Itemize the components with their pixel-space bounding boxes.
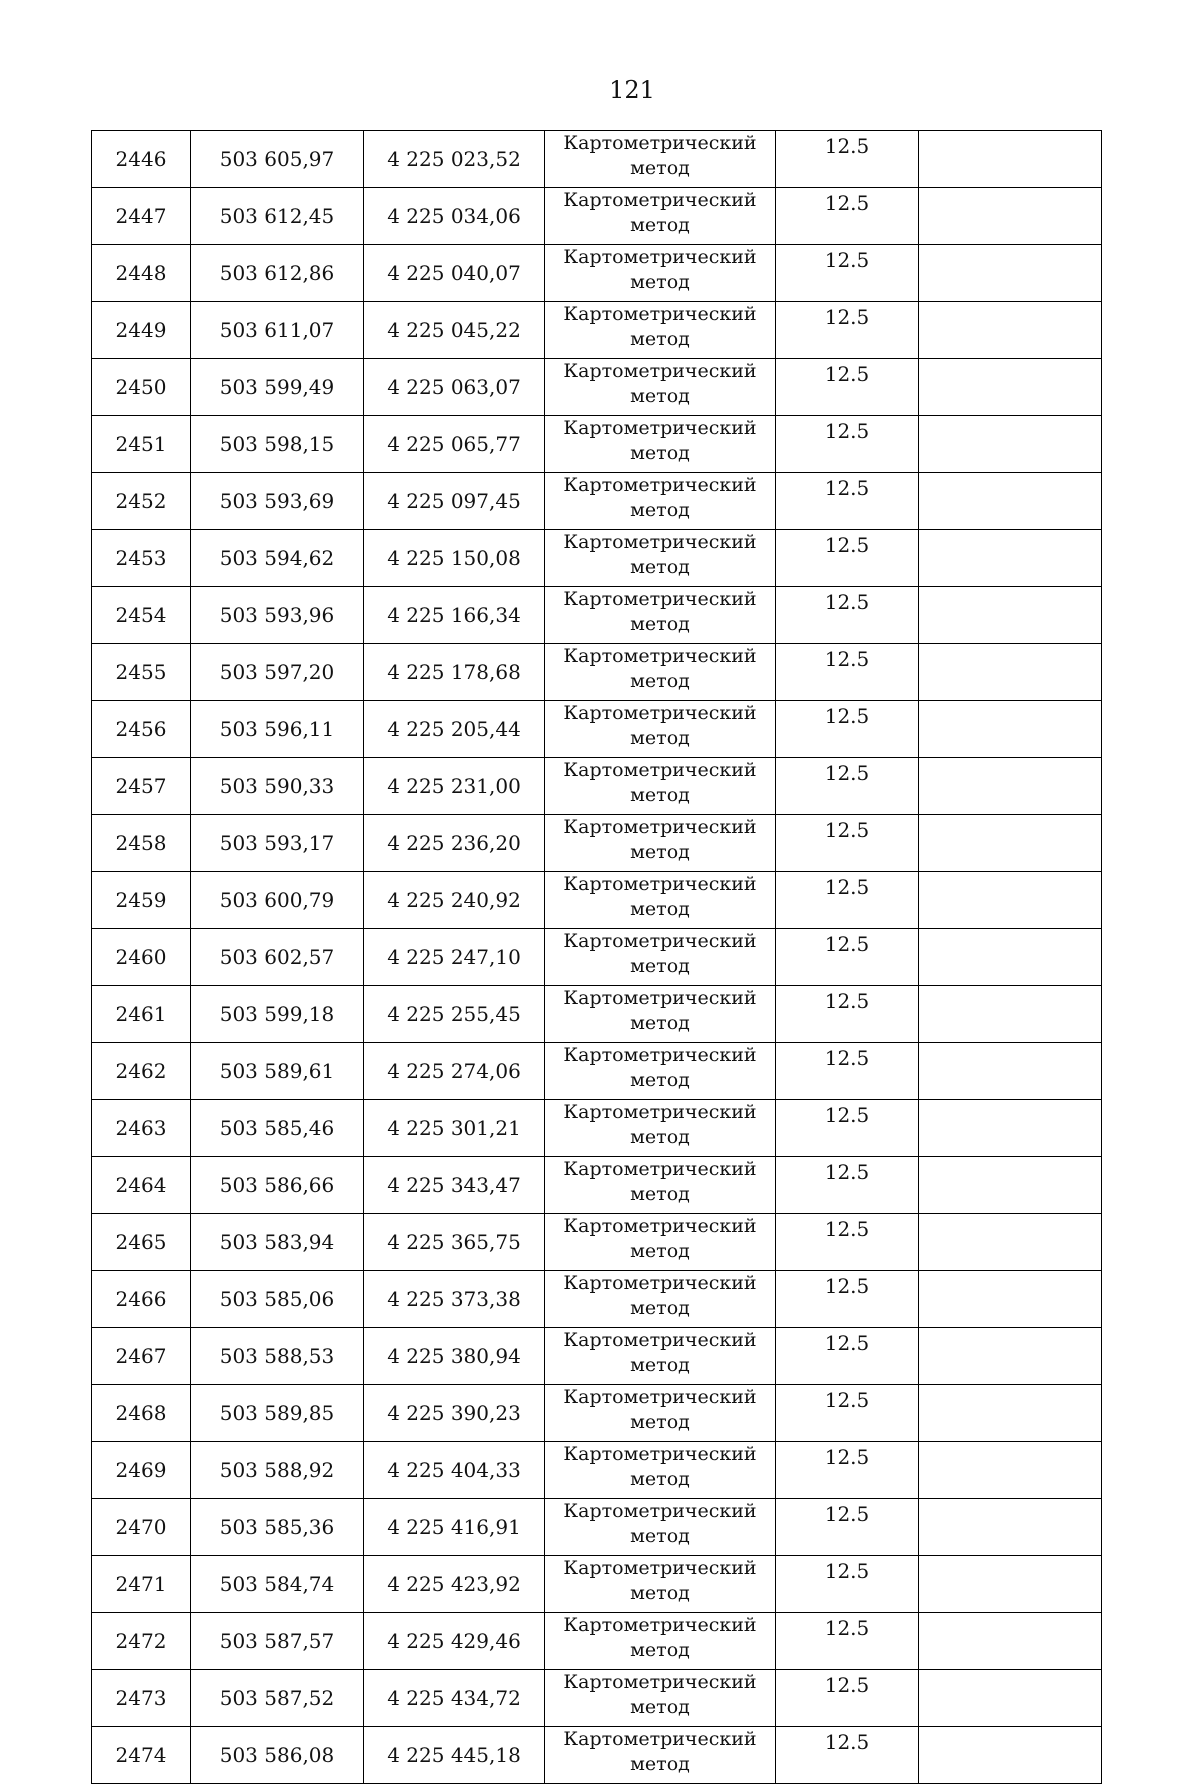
point-id-cell: 2452	[92, 473, 191, 530]
x-coordinate-cell: 503 589,85	[191, 1385, 364, 1442]
y-coordinate-cell: 4 225 045,22	[364, 302, 545, 359]
note-cell	[919, 587, 1102, 644]
x-coordinate-cell: 503 605,97	[191, 131, 364, 188]
y-coordinate-cell: 4 225 445,18	[364, 1727, 545, 1784]
method-cell	[545, 1442, 776, 1499]
accuracy-cell: 12.5	[776, 416, 919, 473]
point-id-cell: 2464	[92, 1157, 191, 1214]
x-coordinate-cell: 503 585,06	[191, 1271, 364, 1328]
table-row	[92, 644, 1102, 701]
method-line-second: метод	[630, 1240, 690, 1262]
method-cell	[545, 188, 776, 245]
accuracy-cell: 12.5	[776, 473, 919, 530]
note-cell	[919, 188, 1102, 245]
method-line-second: метод	[630, 499, 690, 521]
table-row	[92, 530, 1102, 587]
note-cell	[919, 1214, 1102, 1271]
method-line-second: метод	[630, 841, 690, 863]
method-cell	[545, 359, 776, 416]
note-cell	[919, 245, 1102, 302]
table-row	[92, 587, 1102, 644]
note-cell	[919, 1670, 1102, 1727]
x-coordinate-cell: 503 585,46	[191, 1100, 364, 1157]
method-line-second: метод	[630, 1297, 690, 1319]
note-cell	[919, 1556, 1102, 1613]
method-cell	[545, 644, 776, 701]
y-coordinate-cell: 4 225 178,68	[364, 644, 545, 701]
x-coordinate-cell: 503 594,62	[191, 530, 364, 587]
point-id-cell: 2474	[92, 1727, 191, 1784]
method-cell	[545, 1385, 776, 1442]
x-coordinate-cell: 503 599,49	[191, 359, 364, 416]
method-line-second: метод	[630, 271, 690, 293]
note-cell	[919, 473, 1102, 530]
y-coordinate-cell: 4 225 429,46	[364, 1613, 545, 1670]
point-id-cell: 2462	[92, 1043, 191, 1100]
y-coordinate-cell: 4 225 236,20	[364, 815, 545, 872]
method-line-second: метод	[630, 157, 690, 179]
method-line-second: метод	[630, 442, 690, 464]
method-cell	[545, 473, 776, 530]
method-line-second: метод	[630, 1183, 690, 1205]
y-coordinate-cell: 4 225 255,45	[364, 986, 545, 1043]
method-cell	[545, 416, 776, 473]
method-line-first: Картометрический	[563, 132, 757, 154]
point-id-cell: 2453	[92, 530, 191, 587]
method-line-second: метод	[630, 214, 690, 236]
note-cell	[919, 1499, 1102, 1556]
y-coordinate-cell: 4 225 023,52	[364, 131, 545, 188]
method-line-second: метод	[630, 1696, 690, 1718]
note-cell	[919, 872, 1102, 929]
method-cell	[545, 1670, 776, 1727]
note-cell	[919, 1271, 1102, 1328]
table-row	[92, 302, 1102, 359]
method-cell	[545, 1499, 776, 1556]
table-row	[92, 245, 1102, 302]
method-line-second: метод	[630, 1411, 690, 1433]
x-coordinate-cell: 503 587,57	[191, 1613, 364, 1670]
accuracy-cell: 12.5	[776, 1670, 919, 1727]
method-cell	[545, 587, 776, 644]
table-row	[92, 1442, 1102, 1499]
point-id-cell: 2466	[92, 1271, 191, 1328]
method-line-first: Картометрический	[563, 303, 757, 325]
point-id-cell: 2469	[92, 1442, 191, 1499]
method-cell	[545, 1100, 776, 1157]
point-id-cell: 2472	[92, 1613, 191, 1670]
accuracy-cell: 12.5	[776, 1100, 919, 1157]
accuracy-cell: 12.5	[776, 1157, 919, 1214]
note-cell	[919, 758, 1102, 815]
method-cell	[545, 1613, 776, 1670]
y-coordinate-cell: 4 225 434,72	[364, 1670, 545, 1727]
note-cell	[919, 131, 1102, 188]
y-coordinate-cell: 4 225 205,44	[364, 701, 545, 758]
method-line-second: метод	[630, 385, 690, 407]
point-id-cell: 2451	[92, 416, 191, 473]
table-row	[92, 473, 1102, 530]
y-coordinate-cell: 4 225 034,06	[364, 188, 545, 245]
x-coordinate-cell: 503 612,86	[191, 245, 364, 302]
x-coordinate-cell: 503 589,61	[191, 1043, 364, 1100]
method-line-first: Картометрический	[563, 987, 757, 1009]
method-line-first: Картометрический	[563, 588, 757, 610]
y-coordinate-cell: 4 225 150,08	[364, 530, 545, 587]
table-row	[92, 1043, 1102, 1100]
method-line-first: Картометрический	[563, 1158, 757, 1180]
y-coordinate-cell: 4 225 247,10	[364, 929, 545, 986]
table-row	[92, 1271, 1102, 1328]
method-line-second: метод	[630, 1582, 690, 1604]
method-cell	[545, 758, 776, 815]
table-row	[92, 131, 1102, 188]
accuracy-cell: 12.5	[776, 644, 919, 701]
method-line-first: Картометрический	[563, 189, 757, 211]
method-cell	[545, 245, 776, 302]
coordinates-table	[91, 130, 1102, 1784]
point-id-cell: 2458	[92, 815, 191, 872]
x-coordinate-cell: 503 585,36	[191, 1499, 364, 1556]
note-cell	[919, 1100, 1102, 1157]
method-line-first: Картометрический	[563, 873, 757, 895]
accuracy-cell: 12.5	[776, 1214, 919, 1271]
note-cell	[919, 1442, 1102, 1499]
method-line-first: Картометрический	[563, 816, 757, 838]
method-line-first: Картометрический	[563, 1386, 757, 1408]
note-cell	[919, 530, 1102, 587]
table-row	[92, 1670, 1102, 1727]
method-line-first: Картометрический	[563, 1329, 757, 1351]
table-row	[92, 416, 1102, 473]
y-coordinate-cell: 4 225 380,94	[364, 1328, 545, 1385]
note-cell	[919, 1727, 1102, 1784]
method-line-first: Картометрический	[563, 1215, 757, 1237]
accuracy-cell: 12.5	[776, 587, 919, 644]
method-line-first: Картометрический	[563, 1101, 757, 1123]
method-line-second: метод	[630, 1069, 690, 1091]
y-coordinate-cell: 4 225 040,07	[364, 245, 545, 302]
y-coordinate-cell: 4 225 390,23	[364, 1385, 545, 1442]
method-line-first: Картометрический	[563, 1443, 757, 1465]
method-line-first: Картометрический	[563, 417, 757, 439]
table-row	[92, 1499, 1102, 1556]
method-cell	[545, 1043, 776, 1100]
method-cell	[545, 1328, 776, 1385]
method-line-second: метод	[630, 556, 690, 578]
method-line-second: метод	[630, 1525, 690, 1547]
y-coordinate-cell: 4 225 231,00	[364, 758, 545, 815]
point-id-cell: 2454	[92, 587, 191, 644]
accuracy-cell: 12.5	[776, 530, 919, 587]
note-cell	[919, 815, 1102, 872]
method-cell	[545, 872, 776, 929]
table-row	[92, 1613, 1102, 1670]
method-line-second: метод	[630, 1639, 690, 1661]
accuracy-cell: 12.5	[776, 131, 919, 188]
table-row	[92, 929, 1102, 986]
x-coordinate-cell: 503 590,33	[191, 758, 364, 815]
method-cell	[545, 1727, 776, 1784]
point-id-cell: 2463	[92, 1100, 191, 1157]
method-cell	[545, 929, 776, 986]
x-coordinate-cell: 503 584,74	[191, 1556, 364, 1613]
accuracy-cell: 12.5	[776, 1385, 919, 1442]
method-line-first: Картометрический	[563, 1614, 757, 1636]
accuracy-cell: 12.5	[776, 1727, 919, 1784]
accuracy-cell: 12.5	[776, 758, 919, 815]
point-id-cell: 2446	[92, 131, 191, 188]
table-row	[92, 986, 1102, 1043]
method-line-first: Картометрический	[563, 531, 757, 553]
table-row	[92, 758, 1102, 815]
table-row	[92, 1328, 1102, 1385]
table-row	[92, 701, 1102, 758]
y-coordinate-cell: 4 225 097,45	[364, 473, 545, 530]
table-row	[92, 1727, 1102, 1784]
point-id-cell: 2471	[92, 1556, 191, 1613]
method-line-second: метод	[630, 328, 690, 350]
y-coordinate-cell: 4 225 274,06	[364, 1043, 545, 1100]
method-line-first: Картометрический	[563, 759, 757, 781]
method-line-second: метод	[630, 898, 690, 920]
accuracy-cell: 12.5	[776, 245, 919, 302]
table-row	[92, 815, 1102, 872]
accuracy-cell: 12.5	[776, 1499, 919, 1556]
y-coordinate-cell: 4 225 301,21	[364, 1100, 545, 1157]
point-id-cell: 2465	[92, 1214, 191, 1271]
method-line-first: Картометрический	[563, 1500, 757, 1522]
y-coordinate-cell: 4 225 404,33	[364, 1442, 545, 1499]
method-line-second: метод	[630, 1012, 690, 1034]
point-id-cell: 2448	[92, 245, 191, 302]
method-cell	[545, 1214, 776, 1271]
point-id-cell: 2455	[92, 644, 191, 701]
method-cell	[545, 302, 776, 359]
y-coordinate-cell: 4 225 065,77	[364, 416, 545, 473]
y-coordinate-cell: 4 225 063,07	[364, 359, 545, 416]
method-line-second: метод	[630, 784, 690, 806]
point-id-cell: 2457	[92, 758, 191, 815]
x-coordinate-cell: 503 588,92	[191, 1442, 364, 1499]
x-coordinate-cell: 503 593,69	[191, 473, 364, 530]
point-id-cell: 2460	[92, 929, 191, 986]
x-coordinate-cell: 503 598,15	[191, 416, 364, 473]
y-coordinate-cell: 4 225 166,34	[364, 587, 545, 644]
accuracy-cell: 12.5	[776, 1271, 919, 1328]
x-coordinate-cell: 503 612,45	[191, 188, 364, 245]
table-row	[92, 872, 1102, 929]
method-cell	[545, 1271, 776, 1328]
x-coordinate-cell: 503 593,96	[191, 587, 364, 644]
method-line-second: метод	[630, 955, 690, 977]
table-row	[92, 1157, 1102, 1214]
method-cell	[545, 986, 776, 1043]
point-id-cell: 2467	[92, 1328, 191, 1385]
method-line-first: Картометрический	[563, 702, 757, 724]
accuracy-cell: 12.5	[776, 815, 919, 872]
point-id-cell: 2473	[92, 1670, 191, 1727]
point-id-cell: 2459	[92, 872, 191, 929]
x-coordinate-cell: 503 588,53	[191, 1328, 364, 1385]
method-cell	[545, 530, 776, 587]
method-cell	[545, 815, 776, 872]
method-line-second: метод	[630, 613, 690, 635]
point-id-cell: 2447	[92, 188, 191, 245]
table-body	[92, 131, 1102, 1784]
note-cell	[919, 1328, 1102, 1385]
note-cell	[919, 416, 1102, 473]
accuracy-cell: 12.5	[776, 1328, 919, 1385]
table-row	[92, 188, 1102, 245]
y-coordinate-cell: 4 225 423,92	[364, 1556, 545, 1613]
page-number: 121	[609, 76, 655, 104]
method-line-first: Картометрический	[563, 1044, 757, 1066]
x-coordinate-cell: 503 593,17	[191, 815, 364, 872]
method-line-first: Картометрический	[563, 246, 757, 268]
accuracy-cell: 12.5	[776, 188, 919, 245]
note-cell	[919, 1613, 1102, 1670]
method-line-second: метод	[630, 1753, 690, 1775]
note-cell	[919, 302, 1102, 359]
x-coordinate-cell: 503 596,11	[191, 701, 364, 758]
table-row	[92, 359, 1102, 416]
point-id-cell: 2470	[92, 1499, 191, 1556]
method-cell	[545, 131, 776, 188]
accuracy-cell: 12.5	[776, 359, 919, 416]
method-line-first: Картометрический	[563, 1272, 757, 1294]
method-line-second: метод	[630, 670, 690, 692]
method-line-first: Картометрический	[563, 1671, 757, 1693]
method-cell	[545, 1556, 776, 1613]
note-cell	[919, 1043, 1102, 1100]
x-coordinate-cell: 503 586,08	[191, 1727, 364, 1784]
note-cell	[919, 701, 1102, 758]
accuracy-cell: 12.5	[776, 302, 919, 359]
accuracy-cell: 12.5	[776, 1043, 919, 1100]
table-row	[92, 1100, 1102, 1157]
note-cell	[919, 359, 1102, 416]
table-row	[92, 1214, 1102, 1271]
y-coordinate-cell: 4 225 240,92	[364, 872, 545, 929]
y-coordinate-cell: 4 225 373,38	[364, 1271, 545, 1328]
method-line-first: Картометрический	[563, 1728, 757, 1750]
method-line-first: Картометрический	[563, 1557, 757, 1579]
table-row	[92, 1556, 1102, 1613]
method-line-first: Картометрический	[563, 645, 757, 667]
method-cell	[545, 701, 776, 758]
method-line-second: метод	[630, 1126, 690, 1148]
accuracy-cell: 12.5	[776, 872, 919, 929]
note-cell	[919, 644, 1102, 701]
accuracy-cell: 12.5	[776, 1442, 919, 1499]
note-cell	[919, 1157, 1102, 1214]
x-coordinate-cell: 503 602,57	[191, 929, 364, 986]
accuracy-cell: 12.5	[776, 1613, 919, 1670]
y-coordinate-cell: 4 225 365,75	[364, 1214, 545, 1271]
method-line-second: метод	[630, 727, 690, 749]
accuracy-cell: 12.5	[776, 986, 919, 1043]
note-cell	[919, 929, 1102, 986]
x-coordinate-cell: 503 583,94	[191, 1214, 364, 1271]
method-line-first: Картометрический	[563, 474, 757, 496]
x-coordinate-cell: 503 599,18	[191, 986, 364, 1043]
x-coordinate-cell: 503 611,07	[191, 302, 364, 359]
method-line-first: Картометрический	[563, 930, 757, 952]
x-coordinate-cell: 503 600,79	[191, 872, 364, 929]
point-id-cell: 2450	[92, 359, 191, 416]
y-coordinate-cell: 4 225 416,91	[364, 1499, 545, 1556]
point-id-cell: 2468	[92, 1385, 191, 1442]
point-id-cell: 2449	[92, 302, 191, 359]
method-cell	[545, 1157, 776, 1214]
accuracy-cell: 12.5	[776, 1556, 919, 1613]
note-cell	[919, 986, 1102, 1043]
accuracy-cell: 12.5	[776, 701, 919, 758]
point-id-cell: 2461	[92, 986, 191, 1043]
x-coordinate-cell: 503 586,66	[191, 1157, 364, 1214]
method-line-first: Картометрический	[563, 360, 757, 382]
x-coordinate-cell: 503 597,20	[191, 644, 364, 701]
note-cell	[919, 1385, 1102, 1442]
method-line-second: метод	[630, 1468, 690, 1490]
accuracy-cell: 12.5	[776, 929, 919, 986]
x-coordinate-cell: 503 587,52	[191, 1670, 364, 1727]
y-coordinate-cell: 4 225 343,47	[364, 1157, 545, 1214]
point-id-cell: 2456	[92, 701, 191, 758]
table-row	[92, 1385, 1102, 1442]
method-line-second: метод	[630, 1354, 690, 1376]
